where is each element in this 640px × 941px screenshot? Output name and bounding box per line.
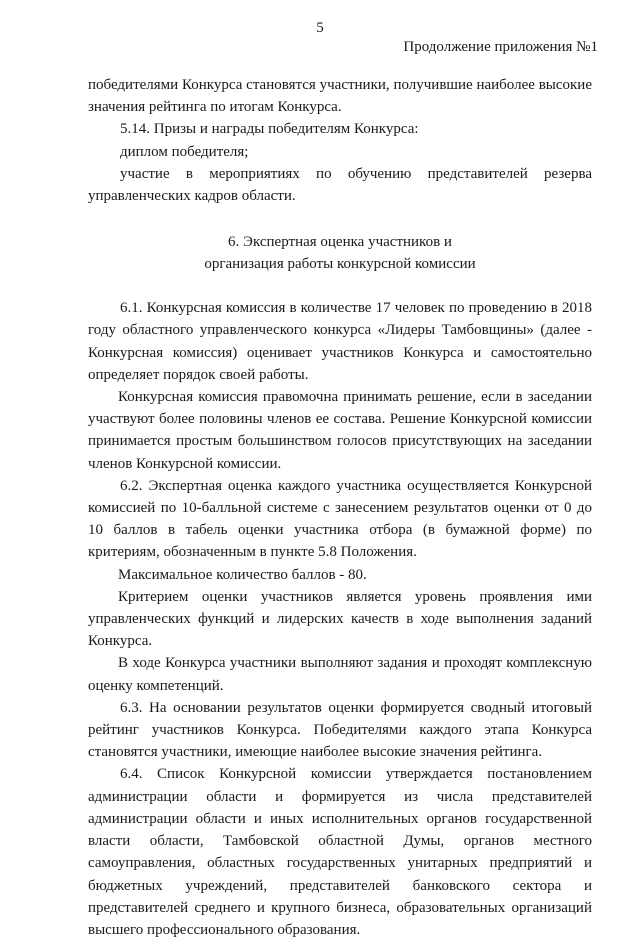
paragraph-criteria: Критерием оценки участников является уровень проявления ими управленческих функций и лидерских качеств в ходе выполнения заданий Конкурса. [88,588,592,650]
page-number: 5 [316,20,324,36]
paragraph-competency: В ходе Конкурса участники выполняют задания и проходят комплексную оценку компетенций. [88,655,592,694]
document-body [88,74,592,941]
paragraph-6-3: 6.3. На основании результатов оценки формируется сводный итоговый рейтинг участников Конкурса. Победителями каждого этапа Конкурса становятся участники, имеющие наиболее высокие значения рейтинга. [88,699,592,761]
paragraph-6-1: 6.1. Конкурсная комиссия в количестве 17 человек по проведению в 2018 году областного управленческого конкурса «Лидеры Тамбовщины» (далее - Конкурсная комиссия) оценивает участников Конкурса и самостоятельно определяет порядок своей работы. [88,300,592,383]
paragraph-quorum: Конкурсная комиссия правомочна принимать решение, если в заседании участвуют более половины членов ее состава. Решение Конкурсной комиссии принимается простым большинством голосов присутствующих на заседании членов Конкурсной комиссии. [88,389,592,472]
paragraph-max-score: Максимальное количество баллов - 80. [118,566,367,583]
paragraph-diploma: диплом победителя; [120,143,249,160]
paragraph-training: участие в мероприятиях по обучению представителей резерва управленческих кадров области. [88,165,592,205]
paragraph-6-2: 6.2. Экспертная оценка каждого участника осуществляется Конкурсной комиссией по 10-балльной системе с занесением результатов оценки от 0 до 10 баллов в табель оценки участника отбора (в бумажной форме) по критериям, обозначенным в пункте 5.8 Положения. [88,477,592,561]
section-heading [88,231,592,275]
paragraph-continuation: победителями Конкурса становятся участники, получившие наиболее высокие значения рейтинга по итогам Конкурса. [88,77,592,116]
appendix-note: Продолжение приложения №1 [403,39,598,55]
section-title-line1: 6. Экспертная оценка участников и [228,234,452,251]
paragraph-6-4: 6.4. Список Конкурсной комиссии утверждается постановлением администрации области и формируется из числа представителей администрации области и иных исполнительных органов государственной власти области, Тамбовской областной Думы, органов местного самоуправления, областных государственных унитарных предприятий и бюджетных учреждений, представителей банковского сектора и представителей среднего и крупного бизнеса, образовательных организаций высшего профессионального образования. [88,766,592,938]
paragraph-5-14: 5.14. Призы и награды победителям Конкурса: [120,121,419,138]
section-title-line2: организация работы конкурсной комиссии [204,256,476,273]
